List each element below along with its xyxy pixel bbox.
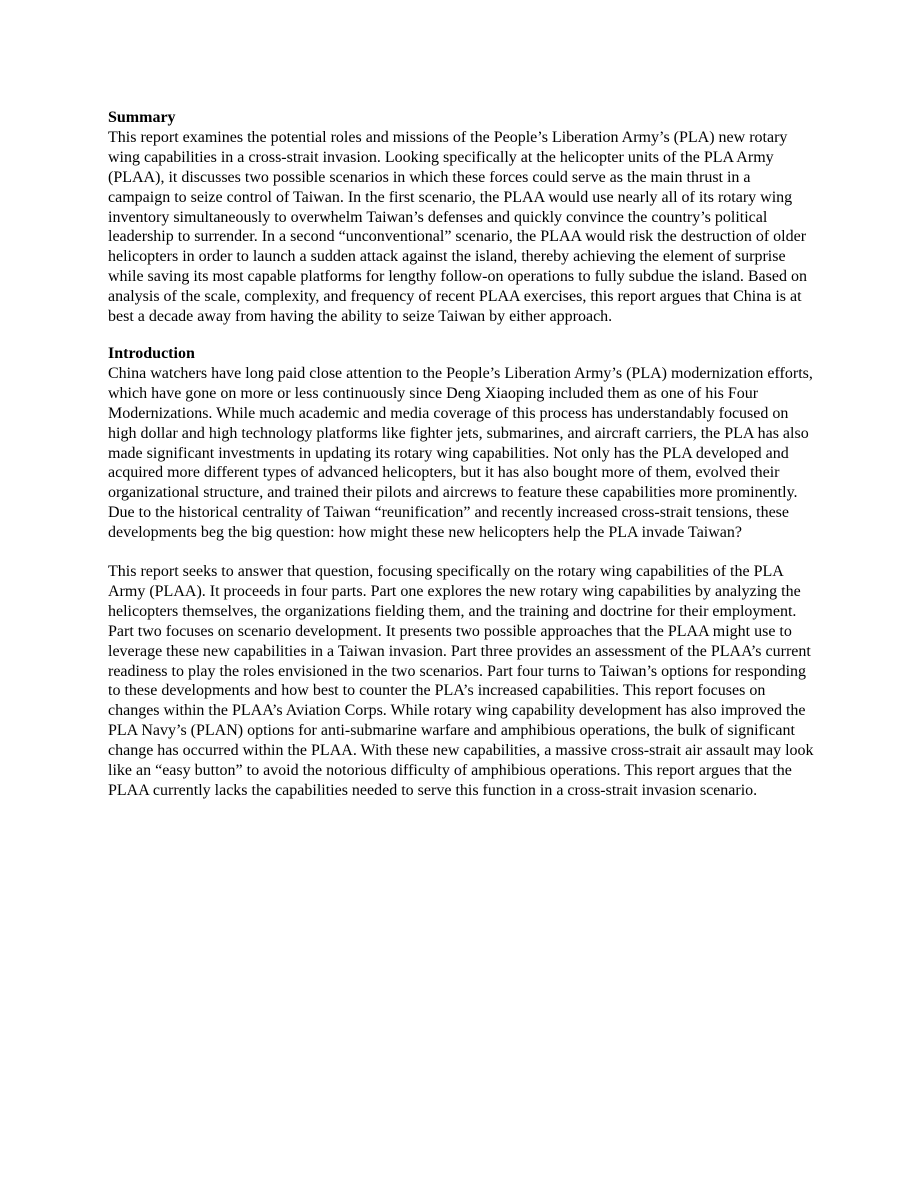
document-page <box>108 108 816 801</box>
introduction-heading: Introduction <box>108 344 195 362</box>
summary-paragraph: This report examines the potential roles and missions of the People’s Liberation Army’s (PLA) new rotary wing capabilities in a cross-strait invasion. Looking specifically at the helicopter units of the PLA Army (PLAA), it discusses two possible scenarios in which these forces could serve as the main thrust in a campaign to seize control of Taiwan. In the first scenario, the PLAA would use nearly all of its rotary wing inventory simultaneously to overwhelm Taiwan’s defenses and quickly convince the country’s political leadership to surrender. In a second “unconventional” scenario, the PLAA would risk the destruction of older helicopters in order to launch a sudden attack against the island, thereby achieving the element of surprise while saving its most capable platforms for lengthy follow-on operations to fully subdue the island. Based on analysis of the scale, complexity, and frequency of recent PLAA exercises, this report argues that China is at best a decade away from having the ability to seize Taiwan by either approach. <box>108 128 807 326</box>
introduction-section <box>108 344 816 801</box>
introduction-paragraph-2: This report seeks to answer that question, focusing specifically on the rotary wing capabilities of the PLA Army (PLAA). It proceeds in four parts. Part one explores the new rotary wing capabilities by analyzing the helicopters themselves, the organizations fielding them, and the training and doctrine for their employment. Part two focuses on scenario development. It presents two possible approaches that the PLAA might use to leverage these new capabilities in a Taiwan invasion. Part three provides an assessment of the PLAA’s current readiness to play the roles envisioned in the two scenarios. Part four turns to Taiwan’s options for responding to these developments and how best to counter the PLA’s increased capabilities. This report focuses on changes within the PLAA’s Aviation Corps. While rotary wing capability development has also improved the PLA Navy’s (PLAN) options for anti-submarine warfare and amphibious operations, the bulk of significant change has occurred within the PLAA. With these new capabilities, a massive cross-strait air assault may look like an “easy button” to avoid the notorious difficulty of amphibious operations. This report argues that the PLAA currently lacks the capabilities needed to serve this function in a cross-strait invasion scenario. <box>108 563 814 799</box>
summary-section <box>108 108 816 327</box>
introduction-paragraph-1: China watchers have long paid close attention to the People’s Liberation Army’s (PLA) modernization efforts, which have gone on more or less continuously since Deng Xiaoping included them as one of his Four Modernizations. While much academic and media coverage of this process has understandably focused on high dollar and high technology platforms like fighter jets, submarines, and aircraft carriers, the PLA has also made significant investments in updating its rotary wing capabilities. Not only has the PLA developed and acquired more different types of advanced helicopters, but it has also bought more of them, evolved their organizational structure, and trained their pilots and aircrews to feature these capabilities more prominently. Due to the historical centrality of Taiwan “reunification” and recently increased cross-strait tensions, these developments beg the big question: how might these new helicopters help the PLA invade Taiwan? <box>108 364 813 542</box>
summary-heading: Summary <box>108 109 176 126</box>
